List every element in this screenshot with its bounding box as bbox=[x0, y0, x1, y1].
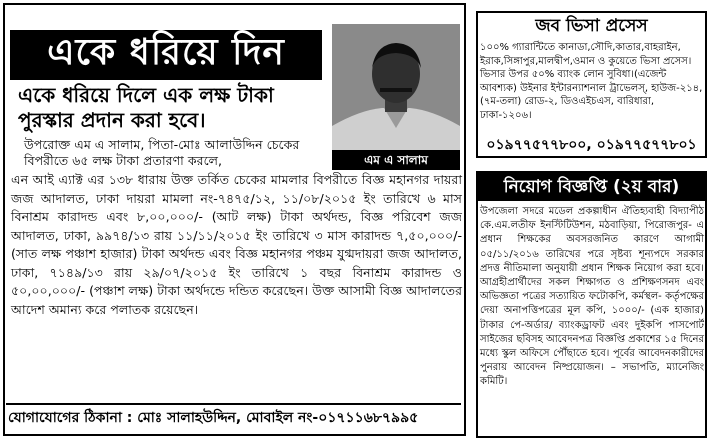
recruitment-notice-title: নিয়োগ বিজ্ঞপ্তি (২য় বার) bbox=[478, 173, 705, 201]
wanted-headline: একে ধরিয়ে দিন bbox=[47, 32, 285, 73]
intro-paragraph: উপরোক্ত এম এ সালাম, পিতা-মোঃ আলাউদ্দিন চেকের বিপরীতে ৬৫ লক্ষ টাকা প্রতারণা করলে, bbox=[24, 137, 300, 168]
suspect-portrait-image bbox=[332, 24, 460, 150]
case-details-paragraph: এন আই এ্যাক্ট এর ১৩৮ ধারায় উক্ত তর্কিত চেকের মামলার বিপরীতে বিজ্ঞ মহানগর দায়রা জজ আদালত, ঢাকা দায়রা মামলা নং-৭৪৭৫/১২, ১১/০৮/২০১৫ ইং তারিখে ৬ মাস বিনাশ্রম কারাদন্ড এবং ৮,০০,০০০/- (আট লক্ষ) টাকা অর্থদন্ড, বিজ্ঞ পরিবেশ জজ আদালত, ঢাকা, ৯৯৭৪/১৩ রায় ১১/১১/২০১৫ ইং তারিখে ৩ মাস কারাদন্ড ৭,৫০,০০০/- (সাত লক্ষ পঞ্চাশ হাজার) টাকা অর্থদন্ড এবং বিজ্ঞ মহানগর পঞ্চম যুগ্মদায়রা জজ আদালত, ঢাকা, ৭১৪৯/১৩ রায় ২৯/০৭/২০১৫ ইং তারিখে ১ বছর বিনাশ্রম কারাদন্ড ও ৫০,০০,০০০/- (পঞ্চাশ লক্ষ) টাকা অর্থদন্ডে দন্ডিত করেছেন। উক্ত আসামী বিজ্ঞ আদালতের আদেশ অমান্য করে পলাতক রয়েছেন। bbox=[11, 172, 462, 317]
photo-caption: এম এ সালাম bbox=[332, 150, 460, 170]
job-visa-body: ১০০% গ্যারান্টিতে কানাডা,সৌদি,কাতার,বাহরাইন, ইরাক,সিঙ্গাপুর,মালদ্বীপ,ওমান ও কুয়েতে ভিসা প্রসেস। ভিসার উপর ৫০% ব্যাংক লোন সুবিধা।(এজেন্ট আবশ্যক) উইনার ইন্টারন্যাশনাল ট্রাভেলস্, হাউজ-২১৪,(৭ম-তলা) রোড-২, ডিওএইচএস, বারিধারা, ঢাকা-১২০৬। bbox=[480, 42, 703, 121]
job-visa-phones: ০১৯৭৭৫৭৭৮০০, ০১৯৭৭৫৭৭৮০১ bbox=[486, 137, 697, 153]
reward-statement: একে ধরিয়ে দিলে এক লক্ষ টাকা পুরস্কার প্রদান করা হবে। bbox=[18, 83, 274, 132]
wanted-headline-banner bbox=[10, 30, 322, 80]
contact-line: যোগাযোগের ঠিকানা : মোঃ সালাহউদ্দিন, মোবাইল নং-০১৭১১৬৮৭৯৯৫ bbox=[6, 403, 461, 431]
job-visa-title: জব ভিসা প্রসেস bbox=[535, 16, 648, 36]
recruitment-notice-body: উপজেলা সদরে মডেল প্রকল্পাধীন ঐতিহ্যবাহী বিদ্যাপীঠ কে.এম.লতীফ ইনস্টিটিউশন, মঠবাড়িয়া, পিরোজপুর- এ প্রধান শিক্ষকের অবসরজনিত কারণে আগামী ০৫/১১/২০১৬ তারিখের পরে সৃষ্টব্য শূন্যপদে সরকার প্রদত্ত নীতিমালা অনুযায়ী প্রধান শিক্ষক নিয়োগ করা হবে। আগ্রহীপ্রার্থীদের সকল শিক্ষাগত ও প্রশিক্ষণসনদ এবং অভিজ্ঞতা পত্রের সত্যায়িত ফটোকপি, কর্মস্থল- কর্তৃপক্ষের দেয়া অনাপত্তিপত্রের মূল কপি, ১০০০/- (এক হাজার) টাকার পে-অর্ডার/ ব্যাংকড্রাফট এবং দুইকপি পাসপোর্ট সাইজের ছবিসহ আবেদনপত্র বিজ্ঞপ্তি প্রকাশের ১৫ দিনের মধ্যে স্কুল অফিসে পৌঁছাতে হবে। পূর্বের আবেদনকারীদের পুনরায় আবেদন নিষ্প্রয়োজন। – সভাপতি, ম্যানেজিং কমিটি। bbox=[480, 206, 704, 388]
suspect-photo bbox=[332, 24, 460, 150]
